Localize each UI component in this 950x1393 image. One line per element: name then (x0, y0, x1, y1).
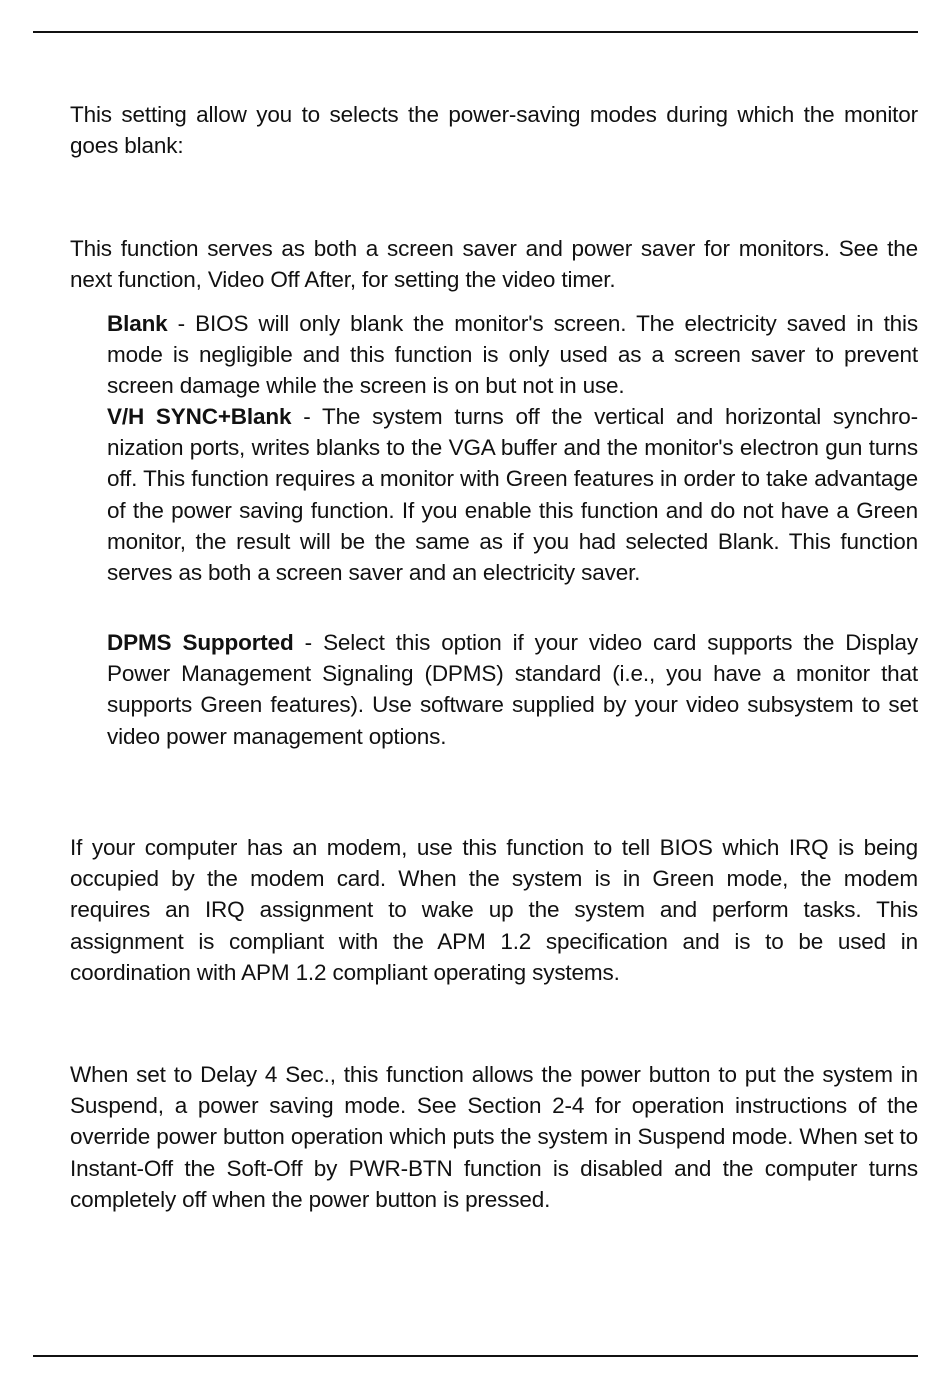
option-blank (107, 308, 918, 402)
option-vh-sync-blank-term: V/H SYNC+Blank (107, 404, 292, 429)
option-blank-description: - BIOS will only blank the monitor's screen. The electricity saved in this mode is negligible and this function is only used as a screen saver to prevent screen damage while the screen is on but not in use. (107, 311, 918, 399)
option-dpms-supported (107, 627, 918, 752)
modem-irq-paragraph: If your computer has an modem, use this function to tell BIOS which IRQ is being occupied by the modem card. When the system is in Green mode, the modem requires an IRQ assignment to wake up the system and perform tasks. This assignment is compliant with the APM 1.2 specification and is to be used in coordination with APM 1.2 compliant operating systems. (70, 835, 918, 985)
option-dpms-supported-description: - Select this option if your video card supports the Display Power Management Signaling (DPMS) standard (i.e., you have a monitor that supports Green features). Use software supplied by your video subsystem to set video power management options. (107, 630, 918, 749)
option-vh-sync-blank-description: - The system turns off the vertical and horizontal synchro-nization ports, writes blanks to the VGA buffer and the monitor's electron gun turns off. This function requires a monitor with Green features in order to take advantage of the power saving function. If you enable this function and do not have a Green monitor, the result will be the same as if you had selected Blank. This function serves as both a screen saver and an electricity saver. (107, 404, 918, 586)
option-vh-sync-blank (107, 401, 918, 588)
option-blank-term: Blank (107, 311, 168, 336)
option-dpms-supported-term: DPMS Supported (107, 630, 294, 655)
power-saving-intro-paragraph: This setting allow you to selects the power-saving modes during which the monitor goes blank: (70, 102, 918, 159)
soft-off-paragraph: When set to Delay 4 Sec., this function allows the power button to put the system in Suspend, a power saving mode. See Section 2-4 for operation instructions of the override power button operation which puts the system in Suspend mode. When set to Instant-Off the Soft-Off by PWR-BTN function is disabled and the computer turns completely off when the power button is pressed. (70, 1062, 918, 1212)
top-rule (33, 31, 918, 33)
video-off-method-paragraph: This function serves as both a screen saver and power saver for monitors. See the next function, Video Off After, for setting the video timer. (70, 236, 918, 293)
bottom-rule (33, 1355, 918, 1357)
